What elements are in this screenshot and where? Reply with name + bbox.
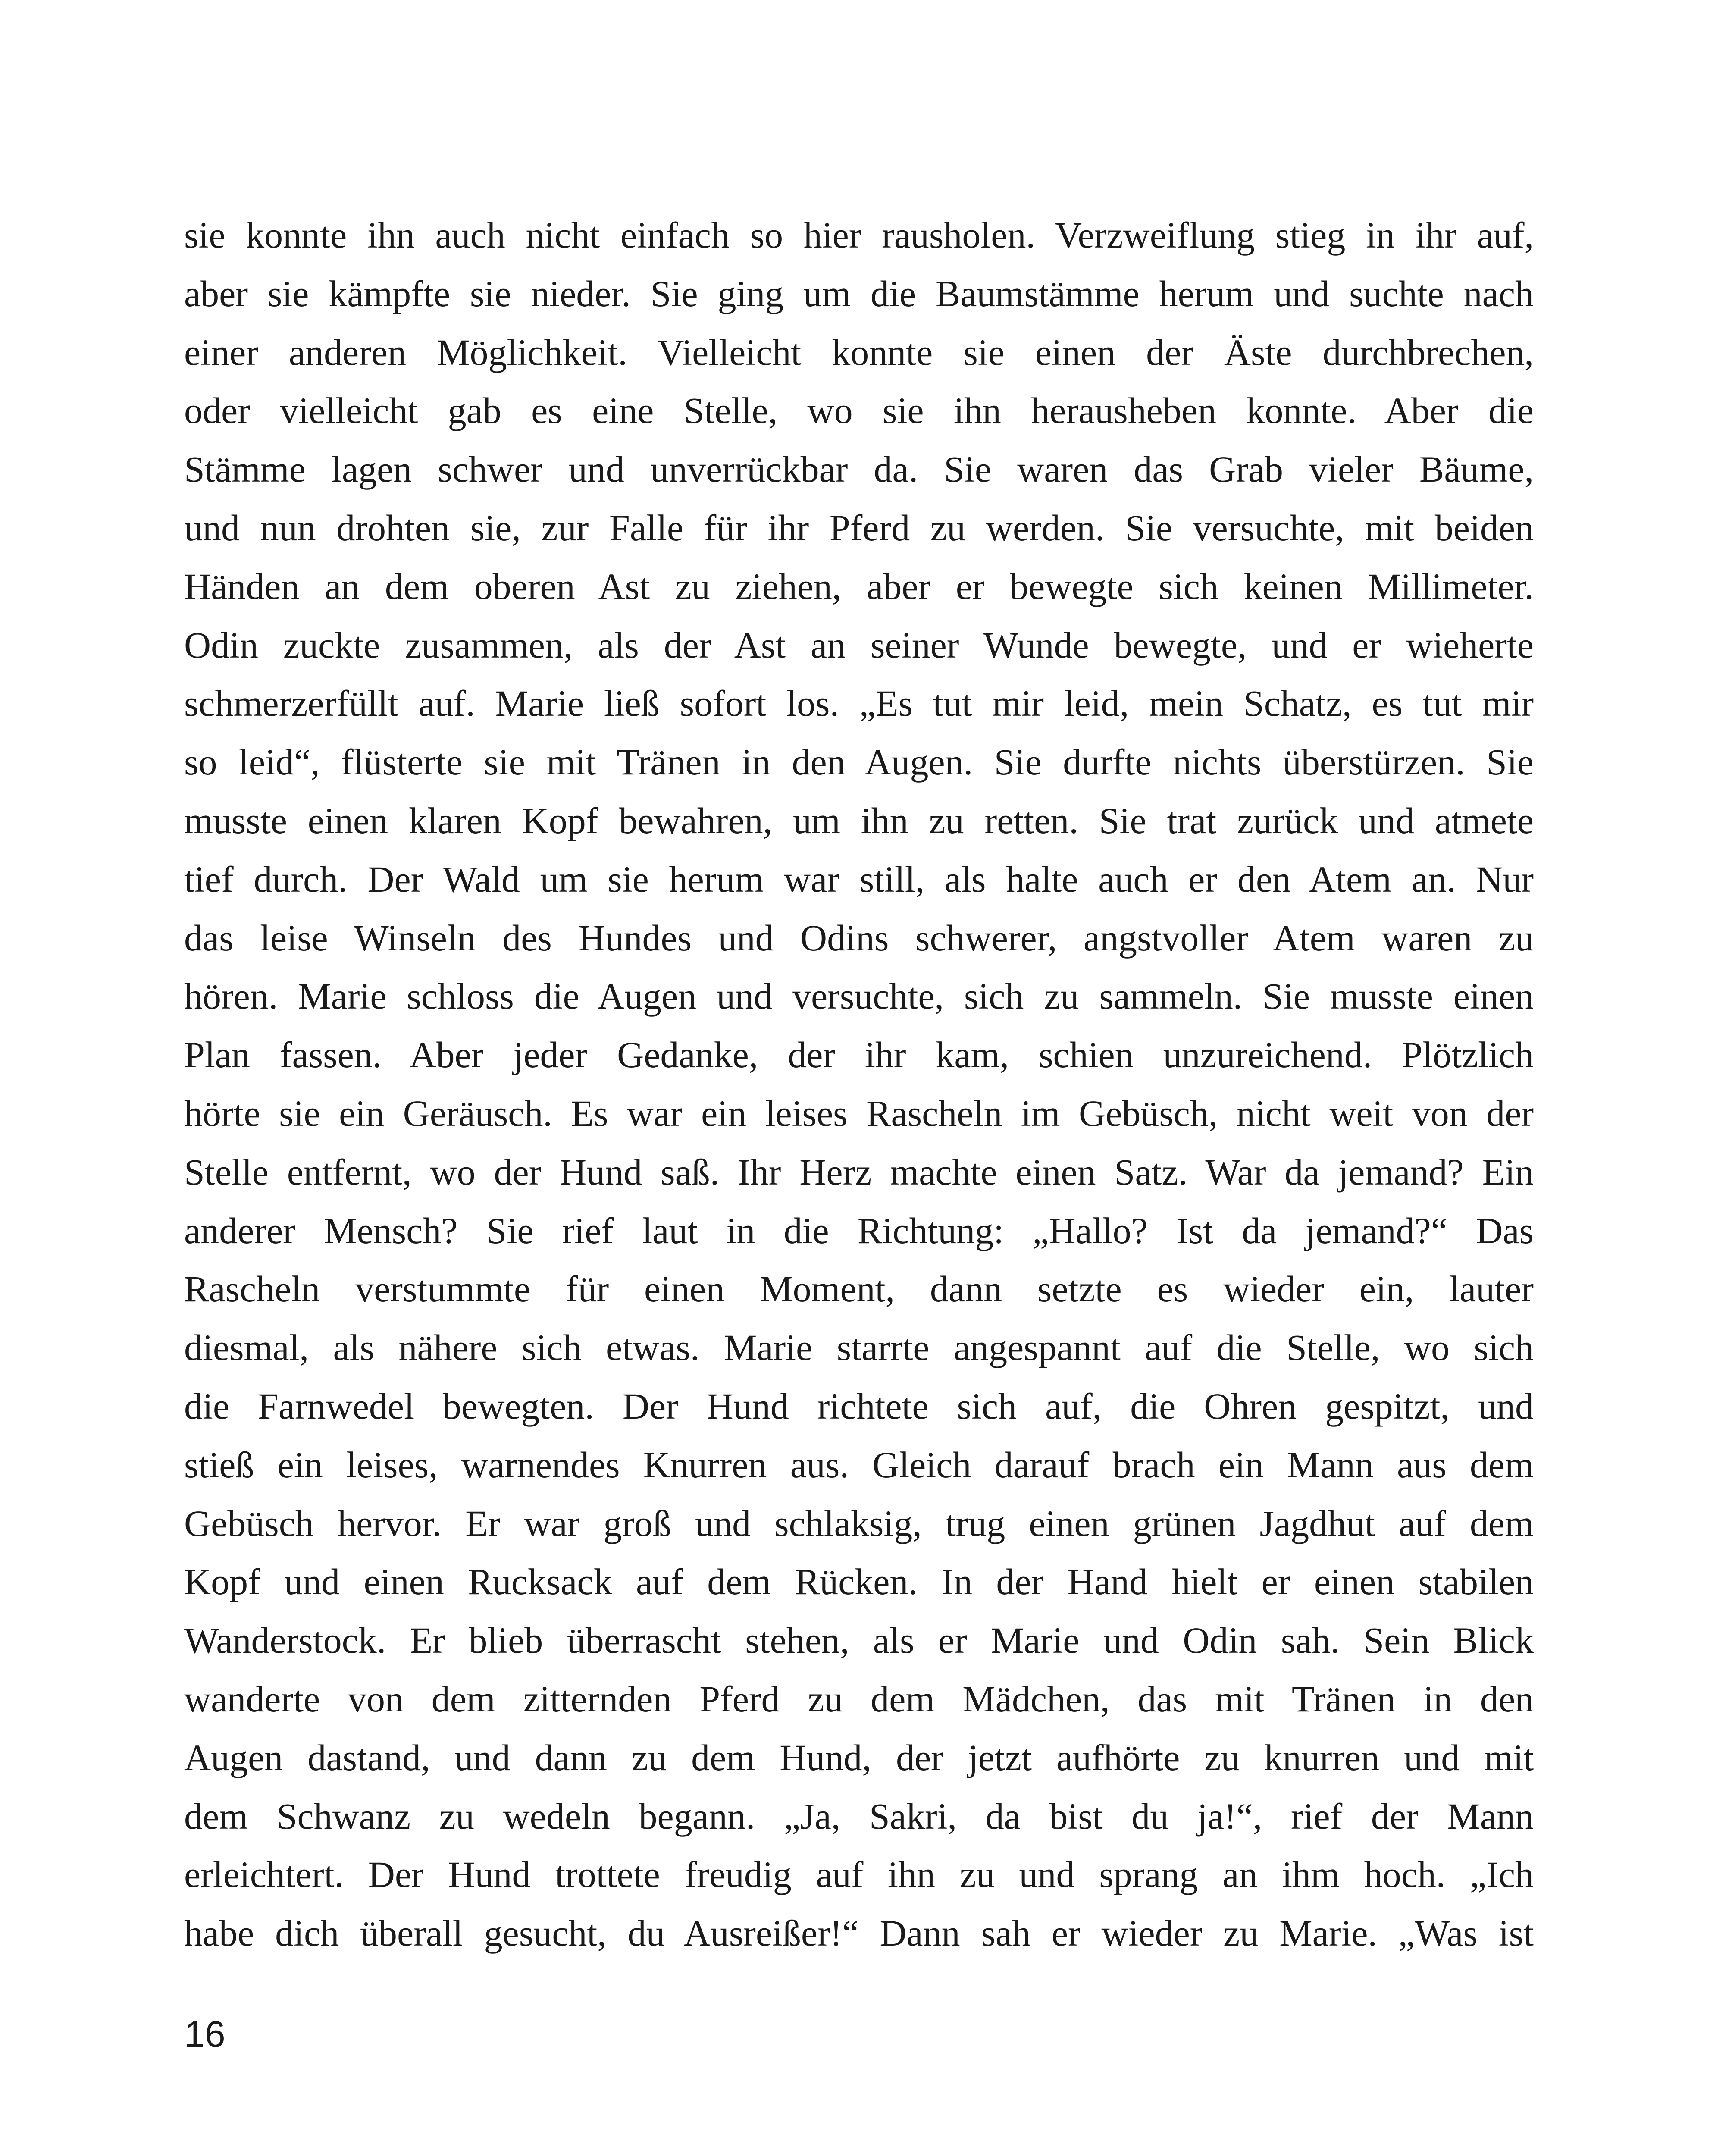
text-line: diesmal, als nähere sich etwas. Marie starrte angespannt auf die Stelle, wo sich bbox=[184, 1327, 1534, 1369]
text-line: tief durch. Der Wald um sie herum war still, als halte auch er den Atem an. Nur bbox=[184, 858, 1534, 900]
text-line: wanderte von dem zitternden Pferd zu dem Mädchen, das mit Tränen in den bbox=[184, 1678, 1534, 1720]
text-line: einer anderen Möglichkeit. Vielleicht konnte sie einen der Äste durchbrechen, bbox=[184, 331, 1534, 373]
text-line: Odin zuckte zusammen, als der Ast an seiner Wunde bewegte, und er wieherte bbox=[184, 624, 1534, 666]
text-line: anderer Mensch? Sie rief laut in die Richtung: „Hallo? Ist da jemand?“ Das bbox=[184, 1210, 1534, 1251]
text-line: Plan fassen. Aber jeder Gedanke, der ihr kam, schien unzureichend. Plötzlich bbox=[184, 1034, 1534, 1076]
text-line: stieß ein leises, warnendes Knurren aus. Gleich darauf brach ein Mann aus dem bbox=[184, 1444, 1534, 1485]
text-line: Händen an dem oberen Ast zu ziehen, aber er bewegte sich keinen Millimeter. bbox=[184, 565, 1534, 607]
text-line: Augen dastand, und dann zu dem Hund, der jetzt aufhörte zu knurren und mit bbox=[184, 1736, 1534, 1778]
text-line: hörte sie ein Geräusch. Es war ein leises Rascheln im Gebüsch, nicht weit von der bbox=[184, 1092, 1534, 1134]
text-line: Gebüsch hervor. Er war groß und schlaksig, trug einen grünen Jagdhut auf dem bbox=[184, 1502, 1534, 1544]
text-line: erleichtert. Der Hund trottete freudig auf ihn zu und sprang an ihm hoch. „Ich bbox=[184, 1854, 1534, 1896]
text-line: Rascheln verstummte für einen Moment, dann setzte es wieder ein, lauter bbox=[184, 1268, 1534, 1310]
text-line: das leise Winseln des Hundes und Odins schwerer, angstvoller Atem waren zu bbox=[184, 917, 1534, 959]
text-line: die Farnwedel bewegten. Der Hund richtete sich auf, die Ohren gespitzt, und bbox=[184, 1385, 1534, 1427]
text-line: aber sie kämpfte sie nieder. Sie ging um die Baumstämme herum und suchte nach bbox=[184, 273, 1534, 314]
page-number: 16 bbox=[184, 2014, 226, 2055]
text-line: musste einen klaren Kopf bewahren, um ihn zu retten. Sie trat zurück und atmete bbox=[184, 799, 1534, 841]
text-line: schmerzerfüllt auf. Marie ließ sofort los. „Es tut mir leid, mein Schatz, es tut mir bbox=[184, 683, 1534, 724]
text-line: sie konnte ihn auch nicht einfach so hier rausholen. Verzweiflung stieg in ihr auf, bbox=[184, 214, 1534, 256]
text-line: hören. Marie schloss die Augen und versuchte, sich zu sammeln. Sie musste einen bbox=[184, 975, 1534, 1017]
text-line: habe dich überall gesucht, du Ausreißer!“ Dann sah er wieder zu Marie. „Was ist bbox=[184, 1912, 1534, 1954]
body-text bbox=[184, 206, 1534, 1963]
text-line: Stämme lagen schwer und unverrückbar da. Sie waren das Grab vieler Bäume, bbox=[184, 448, 1534, 490]
text-line: dem Schwanz zu wedeln begann. „Ja, Sakri, da bist du ja!“, rief der Mann bbox=[184, 1795, 1534, 1837]
text-line: so leid“, flüsterte sie mit Tränen in den Augen. Sie durfte nichts überstürzen. Sie bbox=[184, 741, 1534, 783]
text-line: Kopf und einen Rucksack auf dem Rücken. In der Hand hielt er einen stabilen bbox=[184, 1561, 1534, 1603]
text-line: oder vielleicht gab es eine Stelle, wo sie ihn herausheben konnte. Aber die bbox=[184, 390, 1534, 432]
text-line: Wanderstock. Er blieb überrascht stehen, als er Marie und Odin sah. Sein Blick bbox=[184, 1620, 1534, 1661]
text-line: Stelle entfernt, wo der Hund saß. Ihr Herz machte einen Satz. War da jemand? Ein bbox=[184, 1151, 1534, 1193]
text-line: und nun drohten sie, zur Falle für ihr Pferd zu werden. Sie versuchte, mit beiden bbox=[184, 507, 1534, 548]
